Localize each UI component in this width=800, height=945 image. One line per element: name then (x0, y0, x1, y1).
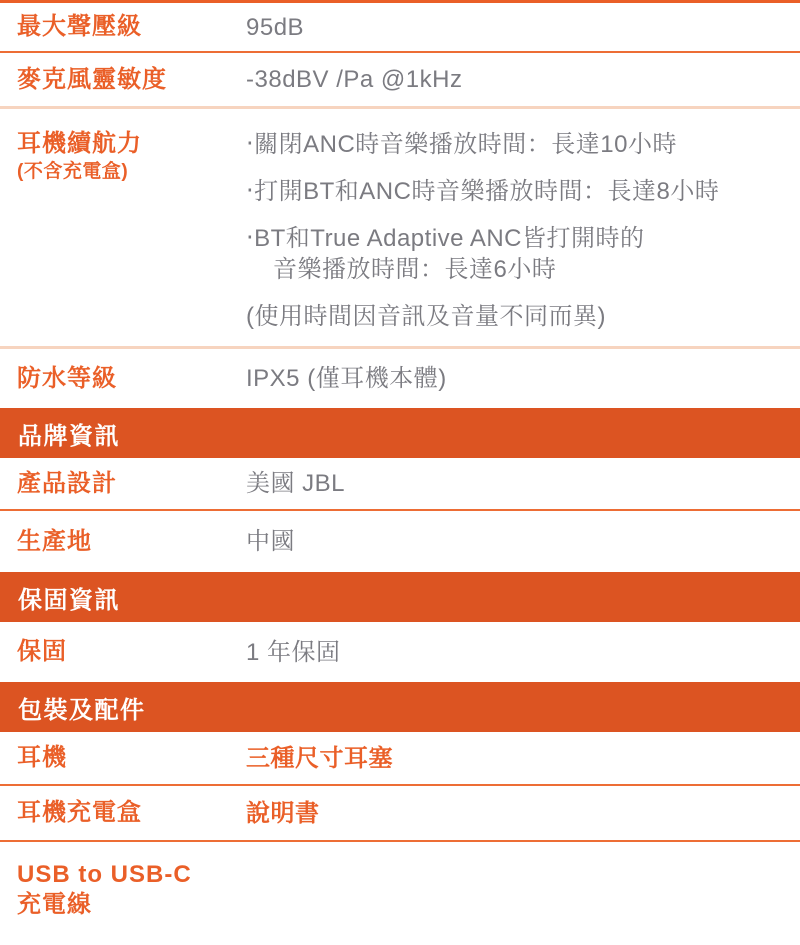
usb-cable-label-line2: 充電線 (17, 891, 92, 918)
spec-label: 防水等級 (17, 364, 117, 392)
section-header-warranty (0, 572, 800, 622)
spec-value: 說明書 (246, 799, 320, 827)
spec-label (0, 129, 246, 185)
spec-label: 生產地 (17, 527, 92, 555)
spec-value: 1 年保固 (246, 638, 341, 666)
spec-label (0, 860, 246, 920)
section-title: 保固資訊 (18, 586, 120, 614)
battery-bullet-2: ‧打開BT和ANC時音樂播放時間：長達8小時 (246, 178, 720, 205)
spec-label: 產品設計 (17, 469, 117, 497)
spec-label: 耳機 (17, 744, 67, 771)
spec-row-charging-case (0, 786, 800, 842)
spec-value: 95dB (246, 13, 305, 41)
spec-value: IPX5 (僅耳機本體) (246, 365, 447, 392)
spec-label: 麥克風靈敏度 (17, 65, 167, 93)
battery-bullet-1: ‧關閉ANC時音樂播放時間：長達10小時 (246, 131, 677, 158)
spec-row-max-spl (0, 3, 800, 53)
spec-value: -38dBV /Pa @1kHz (246, 66, 463, 93)
spec-label: 最大聲壓級 (17, 13, 142, 40)
spec-value (246, 129, 800, 332)
spec-row-origin (0, 511, 800, 572)
battery-usage-note: (使用時間因音訊及音量不同而異) (246, 303, 606, 330)
section-title: 品牌資訊 (18, 422, 120, 450)
spec-label: 保固 (17, 638, 67, 665)
spec-row-waterproof (0, 349, 800, 408)
spec-row-usb-cable (0, 842, 800, 930)
usb-cable-label-line1: USB to USB-C (17, 861, 192, 888)
battery-bullet-3-line1: ‧BT和True Adaptive ANC皆打開時的 (246, 225, 645, 252)
spec-label-main: 耳機續航力 (17, 130, 142, 157)
spec-row-battery-life (0, 109, 800, 349)
battery-bullet-3-line2: 音樂播放時間：長達6小時 (273, 256, 557, 283)
spec-value: 中國 (246, 528, 295, 555)
spec-label: 耳機充電盒 (17, 799, 142, 826)
battery-bullet-3 (246, 223, 790, 285)
section-header-package (0, 682, 800, 732)
section-header-brand (0, 408, 800, 458)
spec-row-design (0, 458, 800, 511)
spec-value: 美國 JBL (246, 470, 346, 497)
spec-row-earbuds (0, 732, 800, 786)
section-title: 包裝及配件 (18, 696, 146, 724)
spec-row-warranty (0, 622, 800, 682)
spec-value: 三種尺寸耳塞 (246, 744, 393, 772)
spec-row-mic-sensitivity (0, 53, 800, 109)
spec-label-sub: (不含充電盒) (17, 161, 129, 182)
